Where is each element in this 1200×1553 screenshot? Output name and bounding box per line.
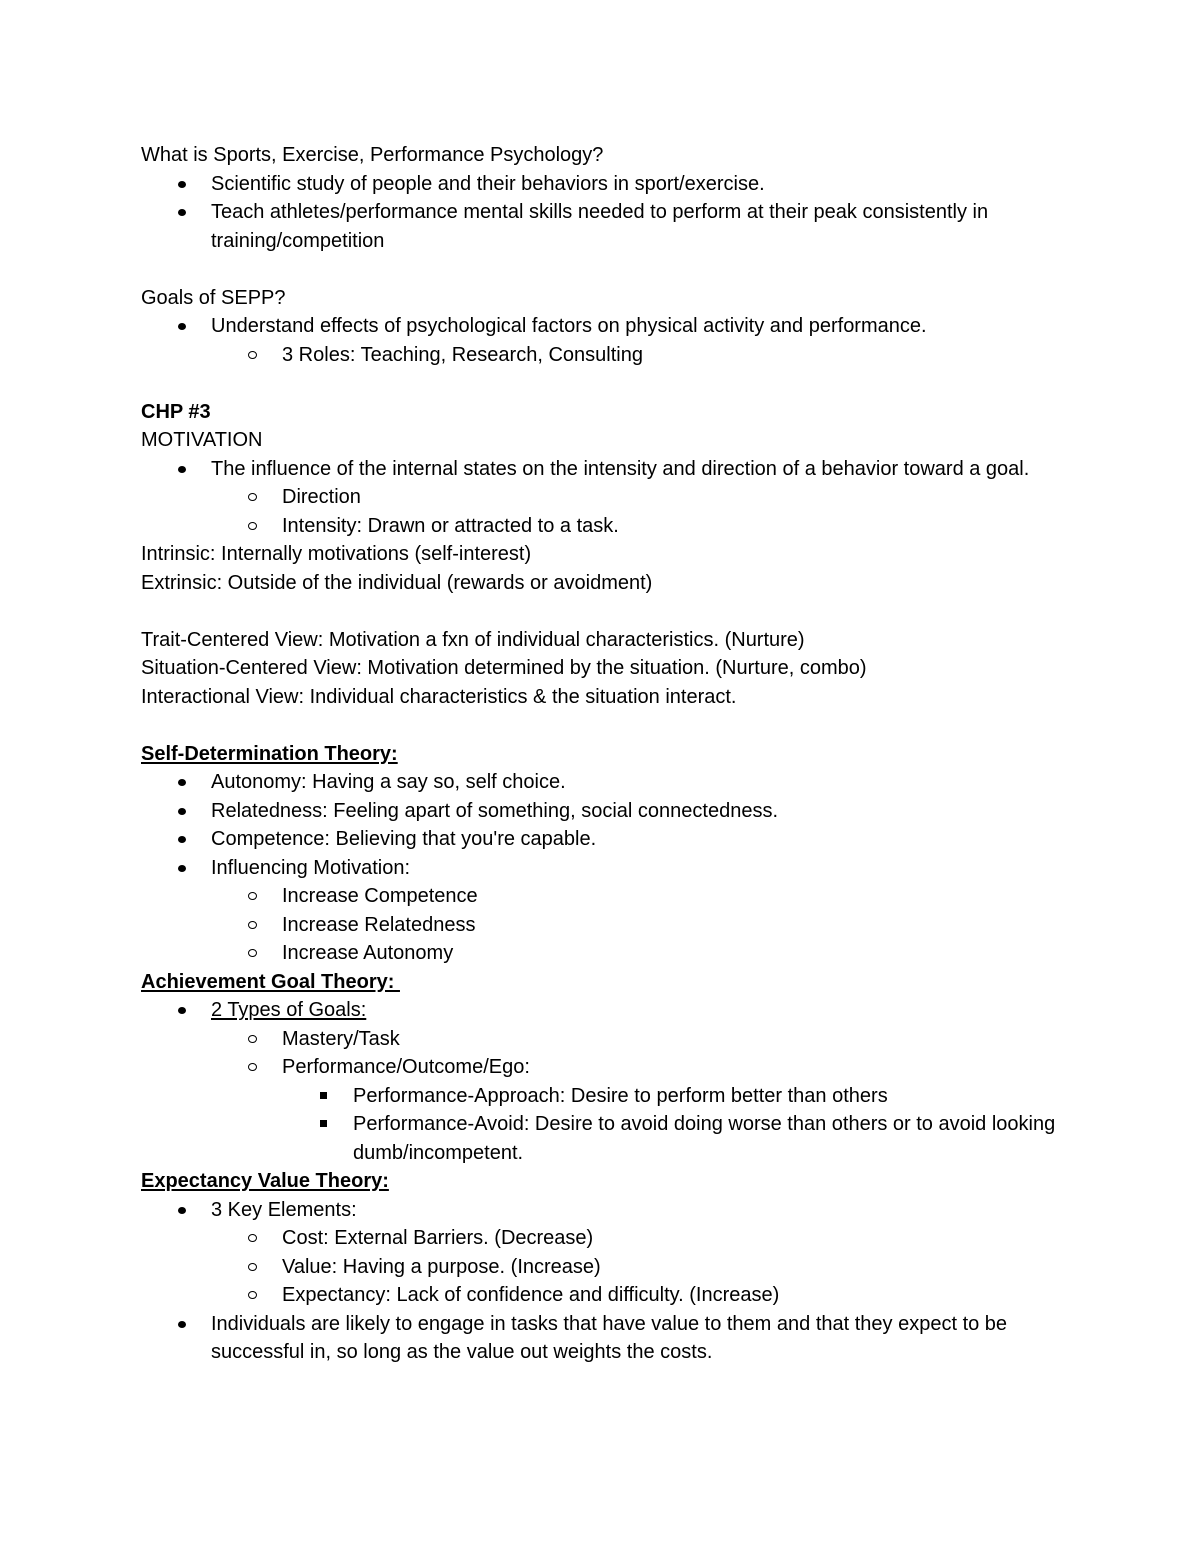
list-item	[141, 170, 1061, 199]
list-item	[141, 1253, 1061, 1282]
intro-heading: What is Sports, Exercise, Performance Psychology?	[141, 144, 604, 166]
list-item-text: Understand effects of psychological factors on physical activity and performance.	[211, 315, 927, 337]
list-item-text: Increase Competence	[282, 885, 478, 907]
list-item	[141, 768, 1061, 797]
list-item-text: Value: Having a purpose. (Increase)	[282, 1255, 601, 1278]
list-item-text: Performance-Avoid: Desire to avoid doing worse than others or to avoid looking dumb/incompetent.	[353, 1113, 1056, 1164]
list-item-text: Increase Relatedness	[282, 913, 476, 936]
chapter-heading: CHP #3	[141, 400, 211, 423]
bullet-disc-icon	[178, 1007, 186, 1014]
list-item	[141, 996, 1061, 1025]
list-item-text: Mastery/Task	[282, 1027, 400, 1050]
bullet-disc-icon	[178, 1207, 186, 1214]
list-item-text: 3 Key Elements:	[211, 1198, 357, 1221]
list-item-text: Teach athletes/performance mental skills needed to perform at their peak consistently in training/competition	[211, 201, 989, 252]
bullet-circle-icon	[248, 892, 257, 900]
bullet-circle-icon	[248, 921, 257, 929]
list-item-text: 3 Roles: Teaching, Research, Consulting	[282, 343, 643, 366]
sdt-heading: Self-Determination Theory:	[141, 742, 398, 765]
bullet-disc-icon	[178, 323, 186, 330]
document-content	[141, 141, 1061, 1367]
goals-heading: Goals of SEPP?	[141, 286, 286, 309]
list-item-text: Expectancy: Lack of confidence and difficulty. (Increase)	[282, 1284, 780, 1306]
bullet-square-icon	[320, 1092, 327, 1099]
bullet-disc-icon	[178, 1321, 186, 1328]
chapter-topic: MOTIVATION	[141, 429, 263, 451]
bullet-disc-icon	[178, 466, 186, 473]
list-item	[141, 854, 1061, 883]
list-item-text: Competence: Believing that you're capable.	[211, 828, 597, 850]
bullet-circle-icon	[248, 1234, 257, 1242]
list-item-text: Autonomy: Having a say so, self choice.	[211, 771, 566, 793]
list-item	[141, 512, 1061, 541]
bullet-disc-icon	[178, 779, 186, 786]
list-item	[141, 1281, 1061, 1310]
bullet-circle-icon	[248, 1035, 257, 1043]
list-item	[141, 797, 1061, 826]
list-item-text: Increase Autonomy	[282, 942, 454, 964]
list-item-text: The influence of the internal states on the intensity and direction of a behavior toward a goal.	[211, 457, 1030, 480]
list-item-text: 2 Types of Goals:	[211, 999, 367, 1021]
list-item	[141, 939, 1061, 968]
evt-heading: Expectancy Value Theory:	[141, 1170, 389, 1192]
list-item	[141, 312, 1061, 341]
interactional-view: Interactional View: Individual characteristics & the situation interact.	[141, 685, 737, 708]
bullet-disc-icon	[178, 808, 186, 815]
list-item	[141, 882, 1061, 911]
list-item-text: Performance/Outcome/Ego:	[282, 1056, 530, 1078]
list-item	[141, 1224, 1061, 1253]
bullet-circle-icon	[248, 1291, 257, 1299]
list-item	[141, 1110, 1061, 1167]
extrinsic-definition: Extrinsic: Outside of the individual (rewards or avoidment)	[141, 571, 653, 594]
list-item	[141, 341, 1061, 370]
trait-view: Trait-Centered View: Motivation a fxn of individual characteristics. (Nurture)	[141, 628, 805, 651]
list-item-text: Intensity: Drawn or attracted to a task.	[282, 514, 619, 537]
bullet-disc-icon	[178, 209, 186, 216]
list-item	[141, 1082, 1061, 1111]
list-item	[141, 455, 1061, 484]
list-item-text: Individuals are likely to engage in tasks that have value to them and that they expect to be successful in, so long as the value out weights the costs.	[211, 1312, 1008, 1363]
bullet-square-icon	[320, 1120, 327, 1127]
list-item	[141, 198, 1061, 255]
list-item	[141, 911, 1061, 940]
intrinsic-definition: Intrinsic: Internally motivations (self-interest)	[141, 543, 532, 565]
list-item	[141, 1053, 1061, 1082]
list-item-text: Relatedness: Feeling apart of something, social connectedness.	[211, 799, 779, 822]
bullet-circle-icon	[248, 1263, 257, 1271]
list-item-text: Cost: External Barriers. (Decrease)	[282, 1227, 594, 1249]
bullet-circle-icon	[248, 493, 257, 501]
list-item	[141, 825, 1061, 854]
bullet-circle-icon	[248, 351, 257, 359]
list-item	[141, 483, 1061, 512]
bullet-circle-icon	[248, 522, 257, 530]
bullet-circle-icon	[248, 1063, 257, 1071]
list-item-text: Scientific study of people and their behaviors in sport/exercise.	[211, 172, 765, 195]
list-item	[141, 1310, 1061, 1367]
list-item	[141, 1025, 1061, 1054]
agt-heading: Achievement Goal Theory:	[141, 970, 400, 993]
list-item-text: Direction	[282, 486, 361, 508]
bullet-disc-icon	[178, 865, 186, 872]
bullet-circle-icon	[248, 949, 257, 957]
bullet-disc-icon	[178, 836, 186, 843]
list-item-text: Performance-Approach: Desire to perform better than others	[353, 1084, 888, 1107]
list-item	[141, 1196, 1061, 1225]
bullet-disc-icon	[178, 181, 186, 188]
situation-view: Situation-Centered View: Motivation determined by the situation. (Nurture, combo)	[141, 657, 867, 679]
list-item-text: Influencing Motivation:	[211, 856, 411, 879]
